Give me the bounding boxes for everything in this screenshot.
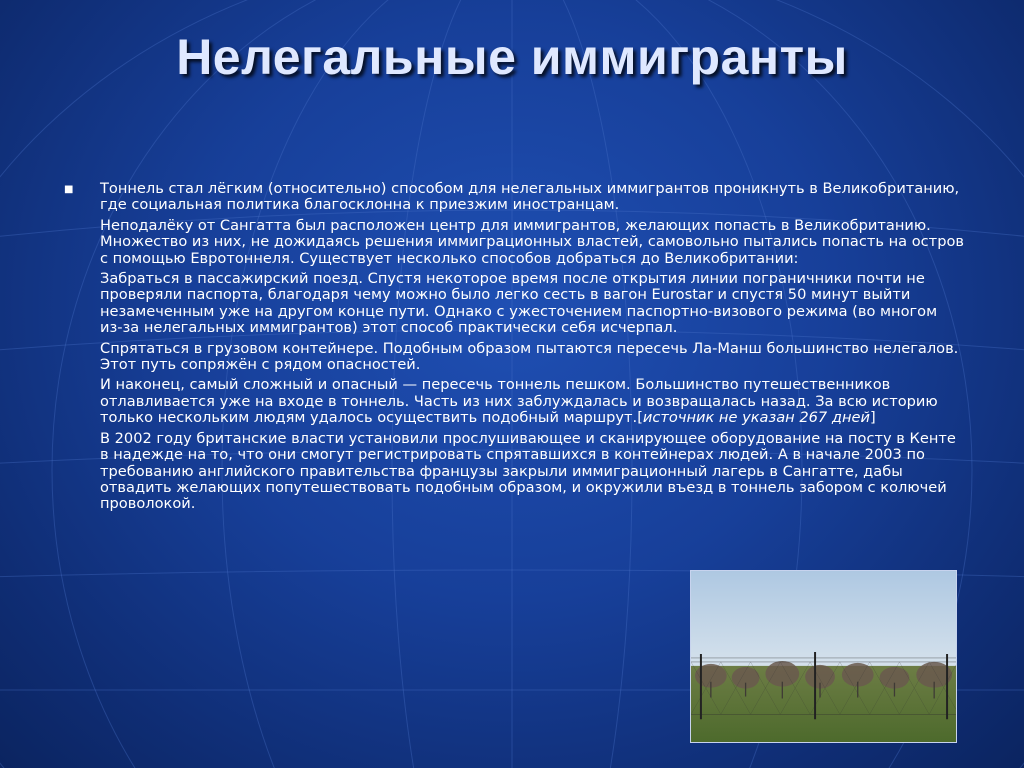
slide-title: Нелегальные иммигранты — [176, 29, 848, 85]
slide-body — [64, 181, 964, 517]
bullet-paragraph-1 — [64, 180, 964, 214]
paragraph-2: Неподалёку от Сангатта был расположен центр для иммигрантов, желающих попасть в Великобританию. Множество из них, не дожидаясь решения иммиграционных властей, самовольно пытались попасть на остров с помощью Евротоннеля. Существует несколько способов добраться до Великобритании: — [100, 216, 964, 267]
paragraph-3: Забраться в пассажирский поезд. Спустя некоторое время после открытия линии пограничники почти не проверяли паспорта, благодаря чему можно было легко сесть в вагон Eurostar и спустя 50 минут выйти незамеченным уже на другом конце пути. Однако с ужесточением паспортно-визового режима (во многом из-за нелегальных иммигрантов) этот способ практически себя исчерпал. — [100, 270, 938, 337]
citation-needed-note: источник не указан 267 дней — [642, 409, 870, 427]
paragraph-6: В 2002 году британские власти установили прослушивающее и сканирующее оборудование на посту в Кенте в надежде на то, что они смогут регистрировать спрятавшихся в контейнерах людей. А в начале 2003 по требованию английского правительства французы закрыли иммиграционный лагерь в Сангатте, дабы отвадить желающих попутешествовать подобным образом, и окружили въезд в тоннель забором с колючей проволокой. — [100, 429, 956, 513]
paragraph-5-text: И наконец, самый сложный и опасный — пересечь тоннель пешком. Большинство путешественников отлавливается уже на входе в тоннель. Часть из них заблуждалась и возвращалась назад. За всю историю только нескольким людям удалось осуществить подобный маршрут. — [100, 376, 938, 427]
bullet-square-icon: ■ — [64, 184, 74, 195]
fence-photo — [690, 570, 957, 743]
paragraph-4: Спрятаться в грузовом контейнере. Подобным образом пытаются пересечь Ла-Манш большинство нелегалов. Этот путь сопряжён с рядом опасностей. — [100, 339, 959, 374]
paragraph-1-text: Тоннель стал лёгким (относительно) способом для нелегальных иммигрантов проникнуть в Великобританию, где социальная политика благосклонна к приезжим иностранцам. — [100, 180, 960, 214]
citation-close-bracket: ] — [869, 409, 876, 427]
citation-open-bracket: [ — [637, 409, 643, 427]
paragraph-5 — [100, 377, 964, 426]
